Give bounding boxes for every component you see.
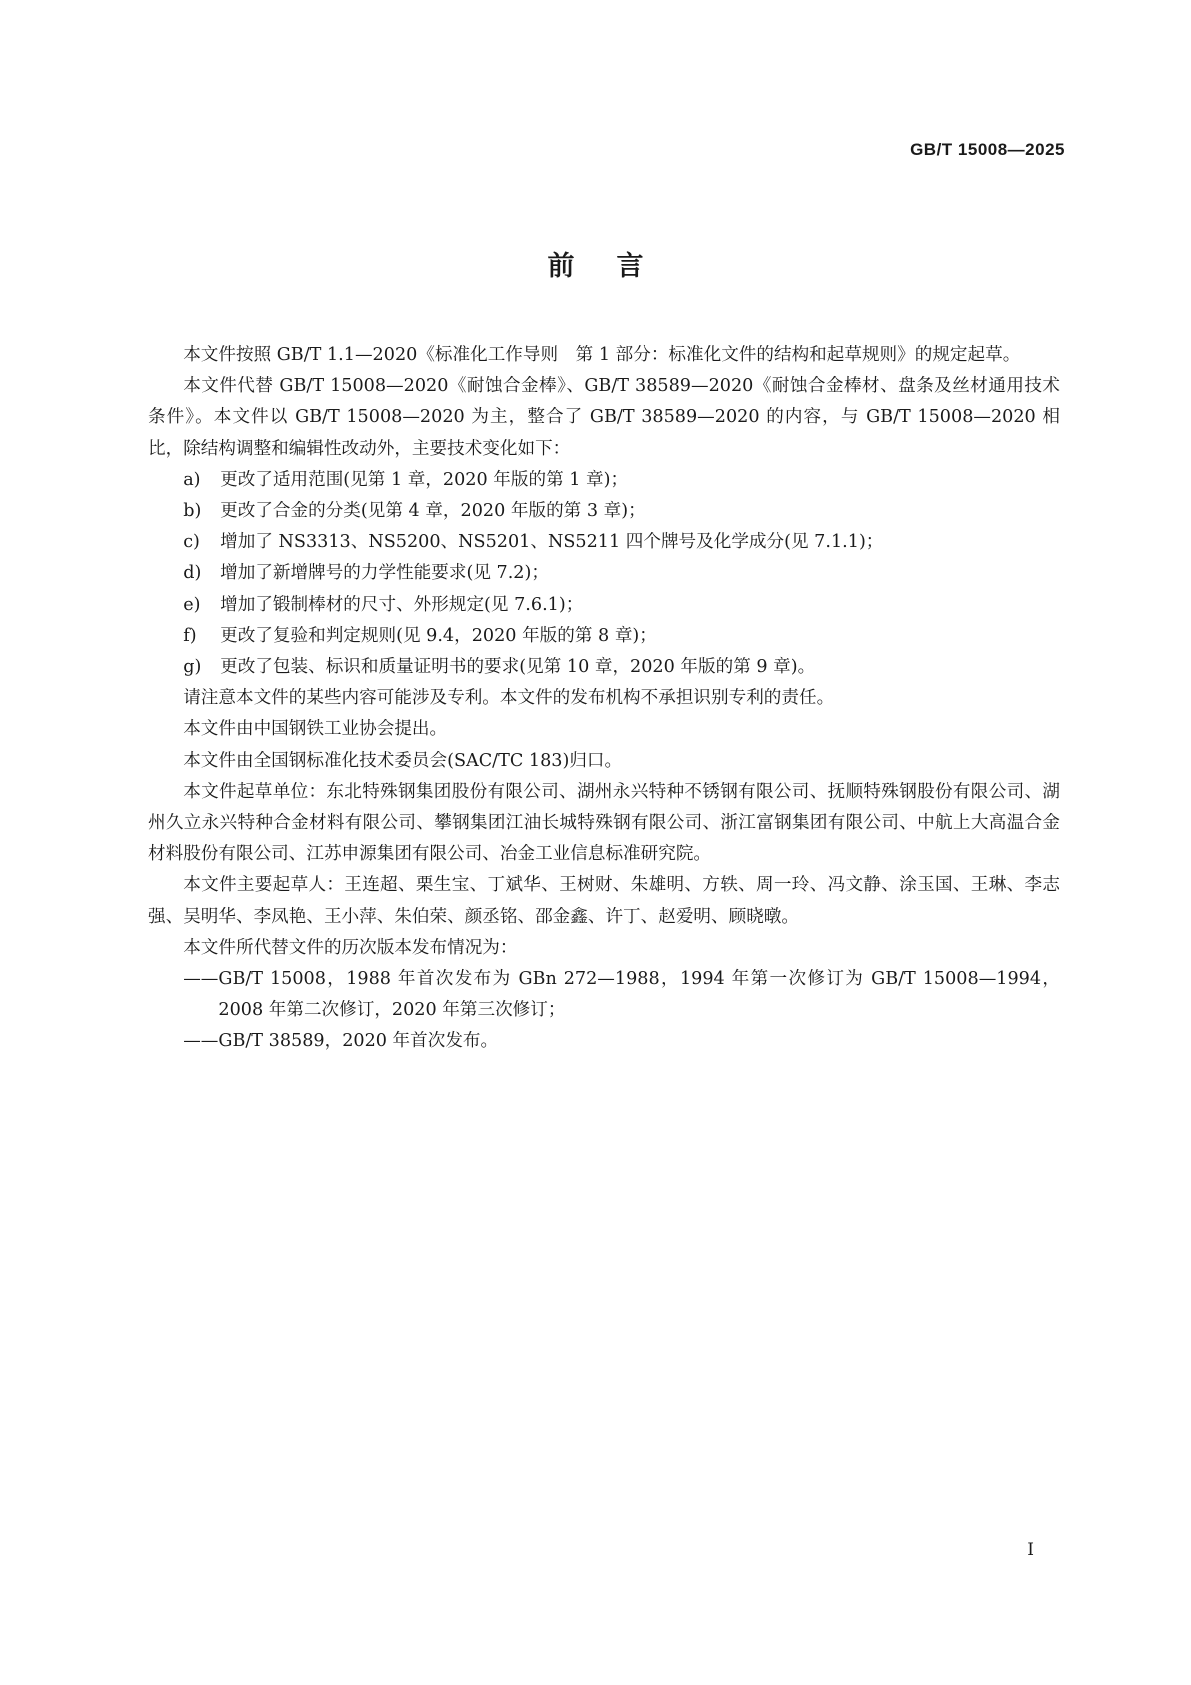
page-number: I	[1027, 1540, 1034, 1560]
change-item-mark: c)	[183, 532, 200, 553]
paragraph-drafting-rules: 本文件按照 GB/T 1.1—2020《标准化工作导则 第 1 部分：标准化文件的结构和起草规则》的规定起草。	[183, 345, 1021, 365]
change-item-b	[148, 496, 1060, 527]
change-item-a	[148, 465, 1060, 496]
paragraph-history-intro: 本文件所代替文件的历次版本发布情况为：	[183, 937, 518, 958]
change-item-mark: e)	[183, 594, 201, 615]
change-item-text: 更改了复验和判定规则(见 9.4，2020 年版的第 8 章)；	[220, 625, 657, 646]
foreword-body	[148, 340, 1060, 1058]
paragraph-replacement: 本文件代替 GB/T 15008—2020《耐蚀合金棒》、GB/T 38589—2020《耐蚀合金棒材、盘条及丝材通用技术条件》。本文件以 GB/T 15008—2020 为主，整合了 GB/T 38589—2020 的内容，与 GB/T 15008—2020 相比，除结构调整和编辑性改动外，主要技术变化如下：	[148, 376, 1060, 459]
paragraph-proposer: 本文件由中国钢铁工业协会提出。	[183, 719, 448, 740]
change-item-text: 更改了合金的分类(见第 4 章，2020 年版的第 3 章)；	[220, 501, 646, 522]
change-item-text: 增加了 NS3313、NS5200、NS5201、NS5211 四个牌号及化学成分(见 7.1.1)；	[220, 532, 884, 553]
change-item-f	[148, 621, 1060, 652]
change-item-text: 更改了包装、标识和质量证明书的要求(见第 10 章，2020 年版的第 9 章)。	[220, 657, 816, 678]
paragraph-patent-notice: 请注意本文件的某些内容可能涉及专利。本文件的发布机构不承担识别专利的责任。	[183, 688, 835, 709]
paragraph-drafters: 本文件主要起草人：王连超、栗生宝、丁斌华、王树财、朱雄明、方轶、周一玲、冯文静、涂玉国、王琳、李志强、吴明华、李凤艳、王小萍、朱伯荣、颜丞铭、邵金鑫、许丁、赵爱明、顾晓暾。	[148, 875, 1060, 927]
change-item-mark: g)	[183, 657, 202, 678]
change-item-mark: f)	[183, 625, 197, 646]
page-title: 前言	[547, 251, 686, 282]
change-item-text: 增加了锻制棒材的尺寸、外形规定(见 7.6.1)；	[220, 594, 584, 615]
change-item-e	[148, 590, 1060, 621]
change-item-c	[148, 527, 1060, 558]
history-item: ——GB/T 15008，1988 年首次发布为 GBn 272—1988，1994 年第一次修订为 GB/T 15008—1994，2008 年第二次修订，2020 年第三次修订；	[183, 969, 1060, 1021]
paragraph-centralized: 本文件由全国钢标准化技术委员会(SAC/TC 183)归口。	[183, 750, 623, 771]
change-item-g	[148, 652, 1060, 683]
change-item-text: 增加了新增牌号的力学性能要求(见 7.2)；	[220, 563, 549, 584]
change-item-mark: d)	[183, 563, 202, 584]
change-item-d	[148, 558, 1060, 589]
change-item-mark: a)	[183, 469, 201, 490]
paragraph-drafting-units: 本文件起草单位：东北特殊钢集团股份有限公司、湖州永兴特种不锈钢有限公司、抚顺特殊钢股份有限公司、湖州久立永兴特种合金材料有限公司、攀钢集团江油长城特殊钢有限公司、浙江富钢集团有限公司、中航上大高温合金材料股份有限公司、江苏申源集团有限公司、冶金工业信息标准研究院。	[148, 781, 1060, 865]
change-item-mark: b)	[183, 501, 202, 522]
change-item-text: 更改了适用范围(见第 1 章，2020 年版的第 1 章)；	[220, 469, 629, 490]
standard-code: GB/T 15008—2025	[910, 140, 1065, 159]
history-item: ——GB/T 38589，2020 年首次发布。	[183, 1031, 499, 1052]
